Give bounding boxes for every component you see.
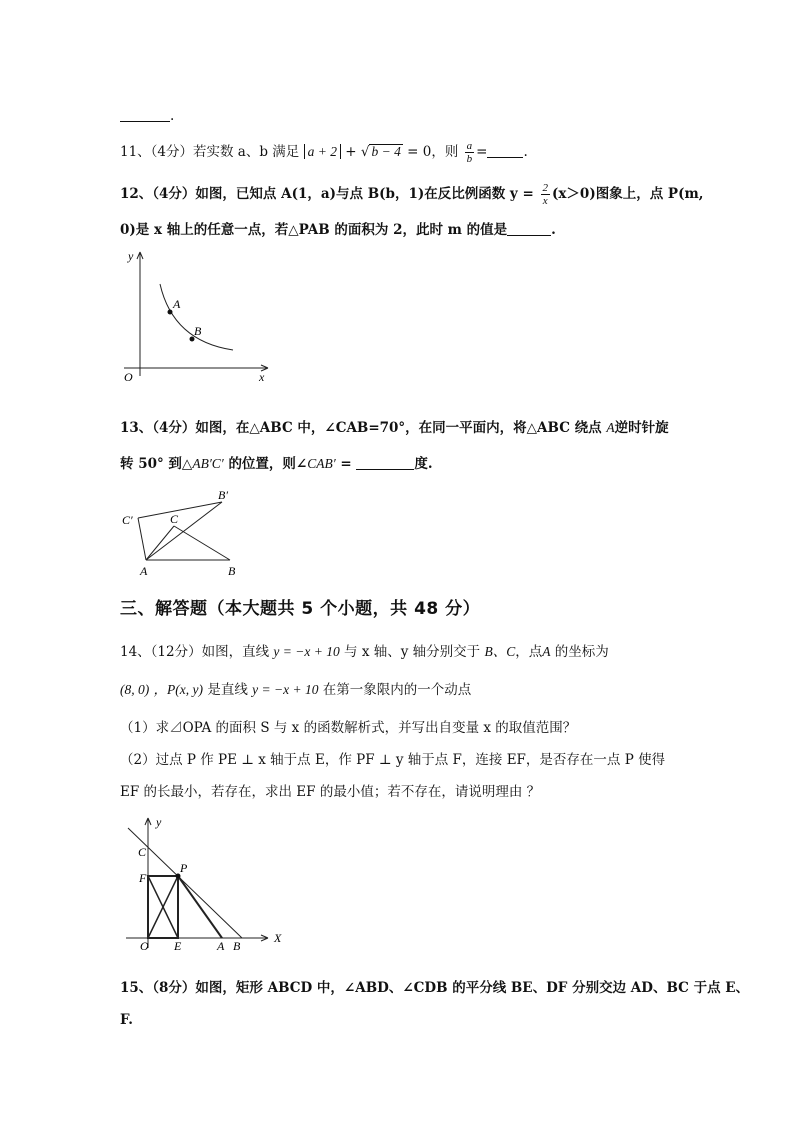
q12-figure	[118, 246, 278, 386]
answer-blank	[120, 109, 170, 122]
question-11: 11、（4分）若实数 a、b 满足 a + 2 + √ b − 4 = 0，则 $\frac{a}{b}$ = .	[120, 140, 528, 165]
label-e: E	[174, 939, 182, 953]
segment-cprime-bprime	[138, 502, 222, 518]
question-15-line1: 15、（8分）如图，矩形 ABCD 中，∠ABD、∠CDB 的平分线 BE、DF 分别交边 AD、BC 于点 E、	[120, 980, 750, 996]
segment-ac-prime	[138, 518, 146, 560]
label-b: B	[228, 564, 236, 578]
segment-pa	[178, 876, 222, 938]
q11-fraction: $\frac{a}{b}$	[466, 140, 473, 165]
label-a: A	[173, 297, 181, 311]
question-15-line2: F.	[120, 1012, 133, 1028]
label-b: B	[233, 939, 241, 953]
q11-plus: +	[345, 144, 357, 160]
answer-blank	[356, 457, 414, 470]
answer-blank	[507, 223, 551, 236]
point-a	[168, 310, 173, 315]
label-p: P	[180, 861, 188, 875]
q13-figure	[118, 486, 248, 580]
label-c: C	[170, 512, 179, 526]
label-a: A	[140, 564, 148, 578]
label-o: O	[124, 370, 133, 384]
q11-sqrt-expression: b − 4	[371, 144, 401, 159]
question-12-line1: 12、（4分）如图，已知点 A(1，a)与点 B(b，1)在反比例函数 y = $\frac{2}{x}$ (x＞0)图象上，点 P(m,	[120, 182, 704, 207]
label-b: B	[194, 324, 202, 338]
sqrt-symbol: √	[360, 144, 370, 160]
question-14-line2: (8, 0) ，P(x, y) 是直线 y = −x + 10 在第一象限内的一个动点	[120, 682, 472, 698]
label-x: X	[274, 931, 282, 945]
label-y: y	[128, 249, 134, 263]
label-c: C	[138, 845, 147, 859]
segment-ac	[146, 526, 174, 560]
q11-abs-expression: a + 2	[304, 144, 341, 159]
question-13-line2: 转 50° 到△AB′C′ 的位置，则∠CAB′ = 度.	[120, 456, 433, 472]
q11-prefix: 11、（4分）若实数 a、b 满足	[120, 144, 300, 160]
question-13-line1: 13、（4分）如图，在△ABC 中，∠CAB=70°，在同一平面内，将△ABC 绕点 A逆时针旋	[120, 420, 669, 436]
question-14-sub1: （1）求⊿OPA 的面积 S 与 x 的函数解析式，并写出自变量 x 的取值范围？	[120, 720, 577, 736]
section-heading: 三、解答题（本大题共 5 个小题，共 48 分）	[120, 599, 481, 619]
label-f: F	[139, 871, 147, 885]
label-a: A	[217, 939, 225, 953]
previous-question-tail: .	[120, 108, 676, 124]
q12-fraction: $\frac{2}{x}$	[542, 182, 548, 207]
question-12-line2: 0)是 x 轴上的任意一点，若△PAB 的面积为 2，此时 m 的值是 .	[120, 222, 556, 238]
q11-equation: = 0，则	[407, 144, 459, 160]
segment-cb	[174, 526, 230, 560]
answer-blank	[487, 145, 523, 158]
hyperbola-curve	[160, 284, 233, 350]
q14-figure	[118, 814, 288, 954]
label-o: O	[140, 939, 149, 953]
question-14-sub2b: EF 的长最小，若存在，求出 EF 的最小值；若不存在，请说明理由 ？	[120, 784, 541, 800]
label-b-prime: B′	[218, 488, 228, 502]
label-y: y	[156, 815, 162, 829]
question-14-line1: 14、（12分）如图，直线 y = −x + 10 与 x 轴、y 轴分别交于 B、C，点A 的坐标为	[120, 644, 609, 660]
label-x: x	[259, 370, 265, 384]
segment-ab-prime	[146, 502, 222, 560]
question-14-sub2a: （2）过点 P 作 PE ⊥ x 轴于点 E，作 PF ⊥ y 轴于点 F，连接 EF，是否存在一点 P 使得	[120, 752, 666, 768]
label-c-prime: C′	[122, 513, 133, 527]
